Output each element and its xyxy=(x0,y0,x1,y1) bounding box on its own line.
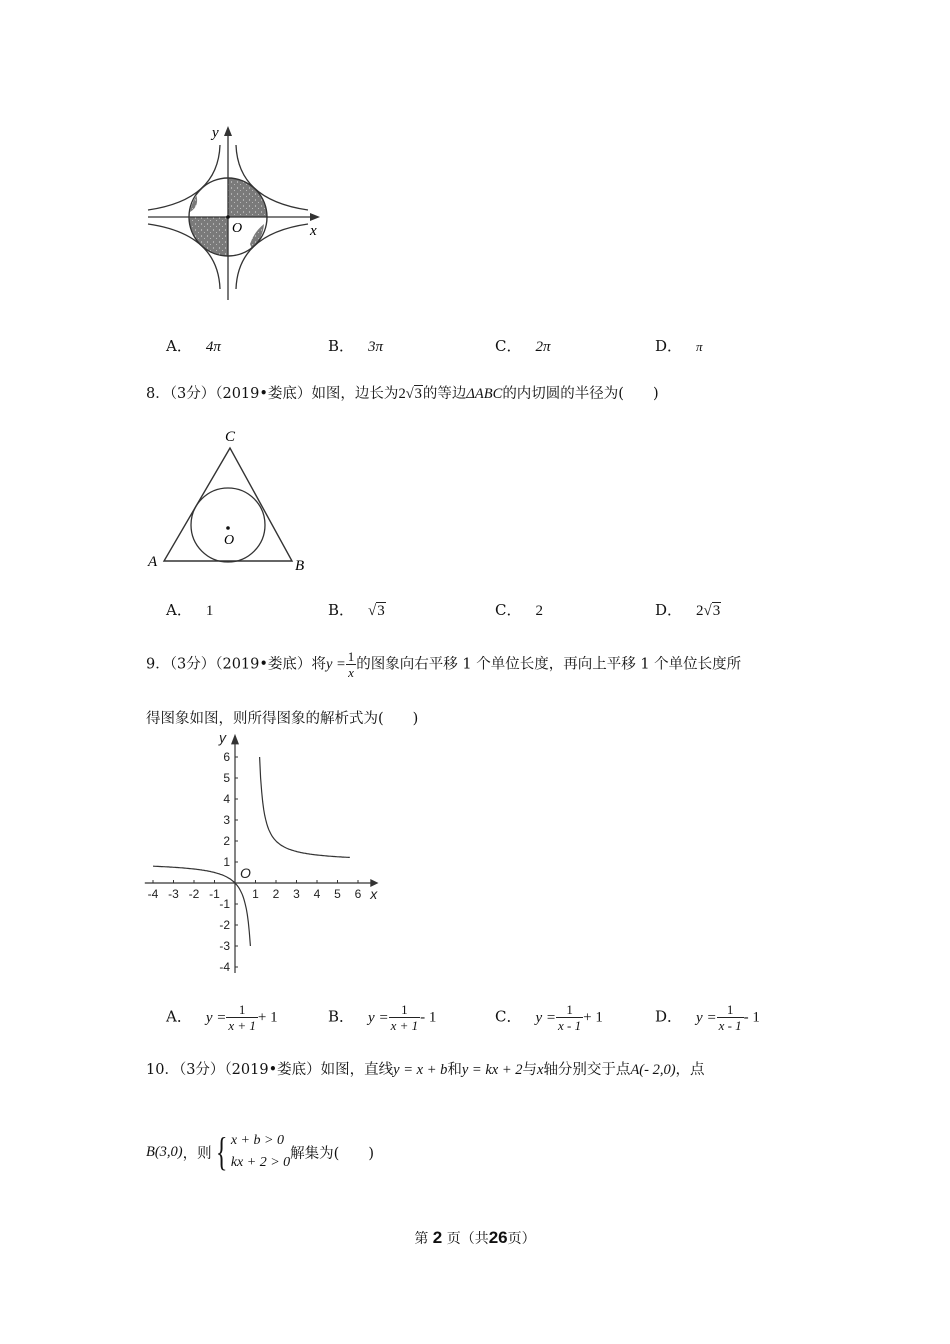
q9-y-tick-label: 5 xyxy=(223,771,230,785)
q9-y-tick-label: 2 xyxy=(223,834,230,848)
q9-y-tick-label: 4 xyxy=(223,792,230,806)
q8-option-a-value: 1 xyxy=(205,603,214,619)
q9-x-tick-label: -4 xyxy=(147,887,159,901)
q8-option-a-letter: A． xyxy=(166,601,192,619)
q8-label-a: A xyxy=(148,554,158,570)
q7-option-b-value: 3π xyxy=(368,339,384,355)
q8-option-c[interactable] xyxy=(495,599,543,620)
q9-text-before: 将 xyxy=(311,656,326,673)
q8-option-c-letter: C． xyxy=(495,601,522,619)
q9-x-tick-label: -1 xyxy=(209,887,220,901)
q8-label-b: B xyxy=(295,558,305,574)
q8-figure xyxy=(140,420,325,580)
q7-option-b-letter: B． xyxy=(328,337,355,355)
page-footer xyxy=(0,1228,950,1248)
footer-mid: 页（共 xyxy=(446,1231,489,1247)
q8-label-o: O xyxy=(224,533,235,548)
q9-x-tick-label: 2 xyxy=(272,887,280,901)
q7-option-c-value: 2π xyxy=(535,339,551,355)
q7-option-a[interactable] xyxy=(166,335,221,356)
q9-points: （3分） xyxy=(169,656,216,673)
q7-option-a-letter: A． xyxy=(166,337,192,355)
q10-line2: y = kx + 2 xyxy=(461,1062,523,1078)
q9-option-d-letter: D． xyxy=(655,1007,683,1026)
q9-option-c-frac: $\frac{1}{x - 1}$ xyxy=(558,1002,582,1033)
q9-y-label: y xyxy=(219,729,226,746)
q8-incircle xyxy=(191,488,265,562)
q9-option-a-lhs: y = xyxy=(205,1009,227,1026)
q10-text-axis: 与 xyxy=(522,1062,537,1078)
q8-points: （3分） xyxy=(169,386,216,402)
q9-option-c-lhs: y = xyxy=(535,1009,557,1026)
q7-hyperbola-q4 xyxy=(236,224,308,289)
q8-text-after: 的内切圆的半径为( ) xyxy=(502,386,659,402)
q9-option-a-frac: $\frac{1}{x + 1}$ xyxy=(228,1002,256,1033)
q9-y-tick-label: -2 xyxy=(219,918,230,932)
q7-hyperbola-q2 xyxy=(148,145,220,210)
q9-x-tick-label: 6 xyxy=(354,887,362,901)
q9-option-d-frac: $\frac{1}{x - 1}$ xyxy=(718,1002,742,1033)
q9-option-b-tail: - 1 xyxy=(420,1009,437,1026)
q9-option-d-lhs: y = xyxy=(696,1009,717,1026)
q8-option-d[interactable] xyxy=(655,599,721,620)
footer-prefix: 第 xyxy=(414,1231,429,1247)
q10-ineq2: kx + 2 > 0 xyxy=(230,1155,291,1170)
q10-system xyxy=(231,1130,290,1174)
q9-y-arrow xyxy=(231,734,239,745)
q10-stem-line2 xyxy=(146,1130,374,1174)
q10-system-brace: { xyxy=(215,1129,228,1174)
q9-option-b-lhs: y = xyxy=(368,1009,389,1026)
q8-option-b-value: √3 xyxy=(368,603,385,619)
q9-option-b-frac: $\frac{1}{x + 1}$ xyxy=(390,1002,419,1033)
q10-point-b: B(3,0) xyxy=(146,1143,183,1160)
q9-x-tick-label: -3 xyxy=(168,887,179,901)
q9-graph xyxy=(135,728,390,973)
q10-number: 10． xyxy=(146,1062,179,1078)
q9-source: （2019•娄底） xyxy=(215,656,312,673)
q8-option-d-value: 2√3 xyxy=(696,603,721,619)
q10-text-cross: 轴分别交于点 xyxy=(543,1062,631,1078)
q8-label-c: C xyxy=(225,429,236,445)
q7-figure xyxy=(140,120,340,310)
q10-stem-line1 xyxy=(146,1058,705,1079)
q10-text-then: ，则 xyxy=(182,1145,212,1162)
q7-x-label: x xyxy=(310,223,317,239)
footer-page-number: 2 xyxy=(432,1228,443,1247)
q9-stem-line1 xyxy=(146,649,741,680)
q10-source: （2019•娄底） xyxy=(224,1062,321,1078)
q9-option-d-tail: - 1 xyxy=(743,1009,760,1026)
q9-func-frac: $\frac{1}{x}$ xyxy=(347,649,355,680)
q9-option-a[interactable] xyxy=(166,1002,278,1033)
q8-option-b-letter: B． xyxy=(328,601,355,619)
q8-side-length: 2√3 xyxy=(398,386,422,402)
q7-option-c[interactable] xyxy=(495,335,551,356)
q9-x-tick-label: 3 xyxy=(293,887,300,901)
q9-curve-right xyxy=(260,757,350,857)
q8-option-b[interactable] xyxy=(328,599,386,620)
q8-text-before: 如图，边长为 xyxy=(311,386,399,402)
q9-origin-label: O xyxy=(240,865,251,881)
q9-x-label: x xyxy=(370,886,378,902)
q9-option-c[interactable] xyxy=(495,1002,603,1033)
q9-option-c-letter: C． xyxy=(495,1007,522,1026)
q8-option-d-letter: D． xyxy=(655,601,683,619)
q9-option-c-tail: + 1 xyxy=(583,1009,603,1026)
q8-option-a[interactable] xyxy=(166,599,213,620)
footer-suffix: 页） xyxy=(507,1231,536,1247)
q9-stem-line2: 得图象如图，则所得图象的解析式为( ) xyxy=(146,711,419,727)
q9-y-tick-label: -4 xyxy=(219,960,230,973)
q9-text-after: 的图象向右平移 1 个单位长度，再向上平移 1 个单位长度所 xyxy=(356,656,742,673)
q9-y-tick-label: -1 xyxy=(219,897,230,911)
q7-y-label: y xyxy=(212,125,219,141)
q8-text-mid: 的等边 xyxy=(422,386,467,402)
q10-point-a: A(- 2,0) xyxy=(630,1062,676,1078)
q9-curve-left xyxy=(153,866,250,946)
q10-text-end: 解集为( ) xyxy=(290,1145,374,1162)
q9-option-b-letter: B． xyxy=(328,1007,355,1026)
q10-line1: y = x + b xyxy=(393,1062,448,1078)
q7-shade-q2 xyxy=(190,186,206,212)
q9-option-d[interactable] xyxy=(655,1002,760,1033)
q9-y-tick-label: -3 xyxy=(219,939,230,953)
q7-option-c-letter: C． xyxy=(495,337,522,355)
q7-option-b[interactable] xyxy=(328,335,383,356)
q10-points: （3分） xyxy=(178,1062,225,1078)
q7-option-d-letter: D． xyxy=(655,337,683,355)
q7-option-a-value: 4π xyxy=(205,339,221,355)
footer-total-pages: 26 xyxy=(488,1228,508,1247)
q10-text-comma: ，点 xyxy=(675,1062,705,1078)
q7-option-d[interactable] xyxy=(655,335,703,356)
q7-origin-label: O xyxy=(232,221,243,236)
q10-ineq1: x + b > 0 xyxy=(230,1133,284,1148)
q8-stem xyxy=(146,382,659,403)
q10-axis: x xyxy=(537,1062,544,1078)
q9-y-tick-label: 3 xyxy=(223,813,230,827)
q10-text-before: 如图，直线 xyxy=(320,1062,394,1078)
q10-text-and: 和 xyxy=(447,1062,462,1078)
q8-triangle-name: ΔABC xyxy=(466,386,503,402)
q8-option-c-value: 2 xyxy=(535,603,543,619)
q9-x-tick-label: 4 xyxy=(313,887,321,901)
q9-x-tick-label: 5 xyxy=(334,887,341,901)
q9-x-tick-label: 1 xyxy=(252,887,259,901)
q8-source: （2019•娄底） xyxy=(215,386,312,402)
q9-option-a-letter: A． xyxy=(166,1007,192,1026)
q7-option-d-value: π xyxy=(696,339,703,354)
q9-option-b[interactable] xyxy=(328,1002,436,1033)
q9-func-lhs: y = xyxy=(325,656,346,673)
q9-y-tick-label: 6 xyxy=(223,750,230,764)
q9-y-tick-label: 1 xyxy=(223,855,230,869)
q9-x-tick-label: -2 xyxy=(188,887,200,901)
q8-number: 8． xyxy=(146,386,170,402)
q9-number: 9． xyxy=(146,656,170,673)
q9-option-a-tail: + 1 xyxy=(257,1009,278,1026)
